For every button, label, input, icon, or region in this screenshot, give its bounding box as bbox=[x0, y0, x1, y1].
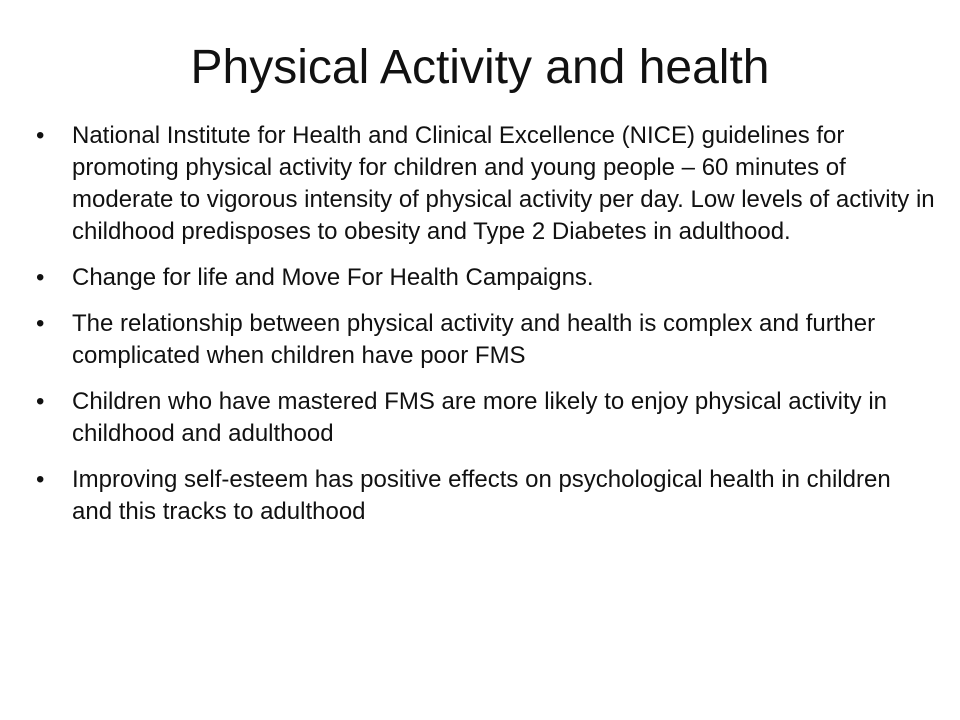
bullet-item bbox=[36, 308, 936, 372]
bullet-item bbox=[36, 386, 936, 450]
bullet-text: Change for life and Move For Health Campaigns. bbox=[72, 264, 594, 291]
slide-title: Physical Activity and health bbox=[190, 41, 770, 94]
bullet-dot-icon: • bbox=[36, 122, 45, 149]
bullet-item bbox=[36, 120, 936, 248]
bullet-text: Children who have mastered FMS are more likely to enjoy physical activity in childhood and adulthood bbox=[72, 388, 888, 447]
bullet-dot-icon: • bbox=[36, 310, 45, 337]
bullet-item bbox=[36, 464, 936, 528]
bullet-dot-icon: • bbox=[36, 466, 45, 493]
bullet-text: National Institute for Health and Clinical Excellence (NICE) guidelines for promoting physical activity for children and young people – 60 minutes of moderate to vigorous intensity of physical activity per day. Low levels of activity in childhood predisposes to obesity and Type 2 Diabetes in adulthood. bbox=[72, 122, 935, 245]
bullet-text: The relationship between physical activity and health is complex and further complicated when children have poor FMS bbox=[72, 310, 876, 369]
bullet-item bbox=[36, 262, 936, 294]
bullet-dot-icon: • bbox=[36, 388, 45, 415]
bullet-dot-icon: • bbox=[36, 264, 45, 291]
bullet-list bbox=[36, 120, 936, 542]
bullet-text: Improving self-esteem has positive effects on psychological health in children and this tracks to adulthood bbox=[72, 466, 891, 525]
